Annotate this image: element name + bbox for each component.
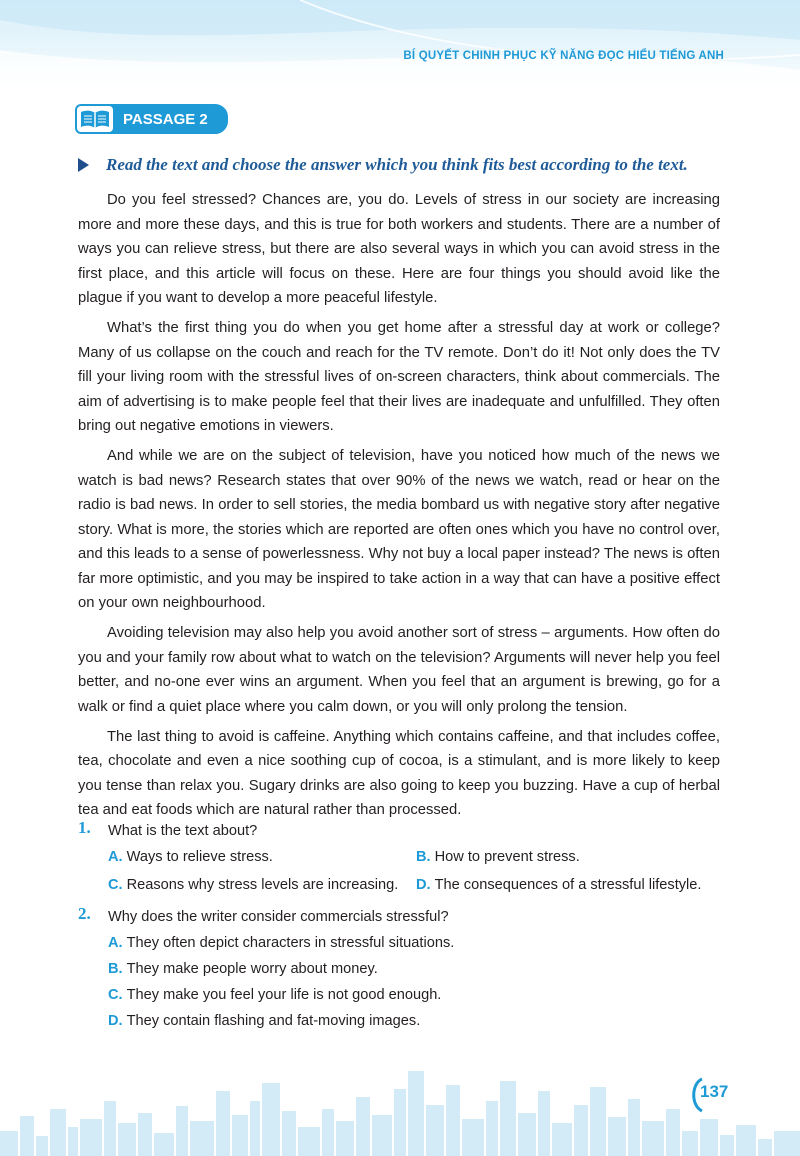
option-text: They contain flashing and fat-moving images. — [126, 1013, 421, 1029]
option-text: How to prevent stress. — [434, 849, 580, 865]
header-wave-decoration — [0, 0, 800, 95]
option-letter: C. — [108, 987, 123, 1003]
question-number: 1. — [78, 818, 91, 837]
paragraph: The last thing to avoid is caffeine. Anything which contains caffeine, and that includes coffee, tea, chocolate and even a nice soothing cup of cocoa, is a stimulant, and is more likely to keep you tense than relax you. Sugary drinks are also going to keep you buzzing. Have a cup of herbal tea and eat foods which are natural rather than processed. — [78, 728, 720, 818]
option-text: Reasons why stress levels are increasing. — [126, 877, 399, 893]
passage-label: PASSAGE 2 — [105, 104, 228, 134]
option-letter: A. — [108, 935, 123, 951]
option-text: The consequences of a stressful lifestyle. — [434, 877, 702, 893]
paragraph: Avoiding television may also help you avoid another sort of stress – arguments. How often do you and your family row about what to watch on the television? Arguments will never help you feel better, and no-one ever wins an argument. When you feel that an argument is brewing, go for a walk or find a quiet place where you calm down, or you will only prolong the tension. — [78, 625, 720, 715]
header-title: BÍ QUYẾT CHINH PHỤC KỸ NĂNG ĐỌC HIỂU TIẾNG ANH — [403, 50, 724, 62]
questions-section — [78, 818, 728, 1040]
header-band — [0, 0, 800, 95]
question-1 — [78, 818, 728, 898]
option-letter: B. — [416, 849, 431, 865]
question-number: 2. — [78, 904, 91, 923]
option-letter: B. — [108, 961, 123, 977]
instruction-text: Read the text and choose the answer which you think fits best according to the text. — [106, 155, 688, 174]
option-text: They make people worry about money. — [126, 961, 378, 977]
option-text: They make you feel your life is not good enough. — [126, 987, 442, 1003]
option-letter: A. — [108, 849, 123, 865]
paragraph: Do you feel stressed? Chances are, you do. Levels of stress in our society are increasing more and more these days, and this is true for both workers and students. There are a number of ways you can relieve stress, but there are also several ways in which you can avoid stress in the first place, and this article will focus on these. Here are four things you should avoid like the plague if you want to develop a more peaceful lifestyle. — [78, 192, 720, 306]
paragraph: What’s the first thing you do when you get home after a stressful day at work or college? Many of us collapse on the couch and reach for the TV remote. Don’t do it! Not only does the TV fill your living room with the stressful lives of on-screen characters, think about commercials. The aim of advertising is to make people feel that their lives are inadequate and unfulfilled. They often bring out negative emotions in viewers. — [78, 320, 720, 434]
option-text: They often depict characters in stressful situations. — [126, 935, 455, 951]
option-letter: D. — [416, 877, 431, 893]
option-c[interactable] — [108, 872, 416, 898]
answer-options — [78, 844, 728, 898]
book-icon — [75, 104, 115, 134]
option-d[interactable] — [108, 1008, 728, 1034]
passage-body — [78, 188, 720, 828]
option-d[interactable] — [416, 872, 736, 898]
answer-options — [78, 930, 728, 1034]
option-letter: C. — [108, 877, 123, 893]
paragraph: And while we are on the subject of television, have you noticed how much of the news we watch is bad news? Research states that over 90% of the news we watch, read or hear on the radio is bad news. In order to sell stories, the media bombard us with negative story after negative story. What is more, the stories which are reported are often ones which you have no control over, and this leads to a sense of powerlessness. Why not buy a local paper instead? The news is often far more optimistic, and you may be inspired to take action in a way that can have a positive effect on your own neighbourhood. — [78, 448, 720, 611]
play-arrow-icon — [78, 158, 89, 172]
option-b[interactable] — [416, 844, 736, 870]
option-a[interactable] — [108, 844, 416, 870]
option-a[interactable] — [108, 930, 728, 956]
option-b[interactable] — [108, 956, 728, 982]
option-letter: D. — [108, 1013, 123, 1029]
page-number — [688, 1075, 736, 1115]
instruction — [78, 155, 738, 175]
city-skyline-decoration — [0, 1061, 800, 1156]
question-text: What is the text about? — [108, 823, 258, 839]
passage-badge — [75, 104, 228, 134]
question-2 — [78, 904, 728, 1034]
question-text: Why does the writer consider commercials stressful? — [108, 909, 449, 925]
option-text: Ways to relieve stress. — [126, 849, 273, 865]
option-c[interactable] — [108, 982, 728, 1008]
page-number-text: 137 — [700, 1082, 729, 1101]
